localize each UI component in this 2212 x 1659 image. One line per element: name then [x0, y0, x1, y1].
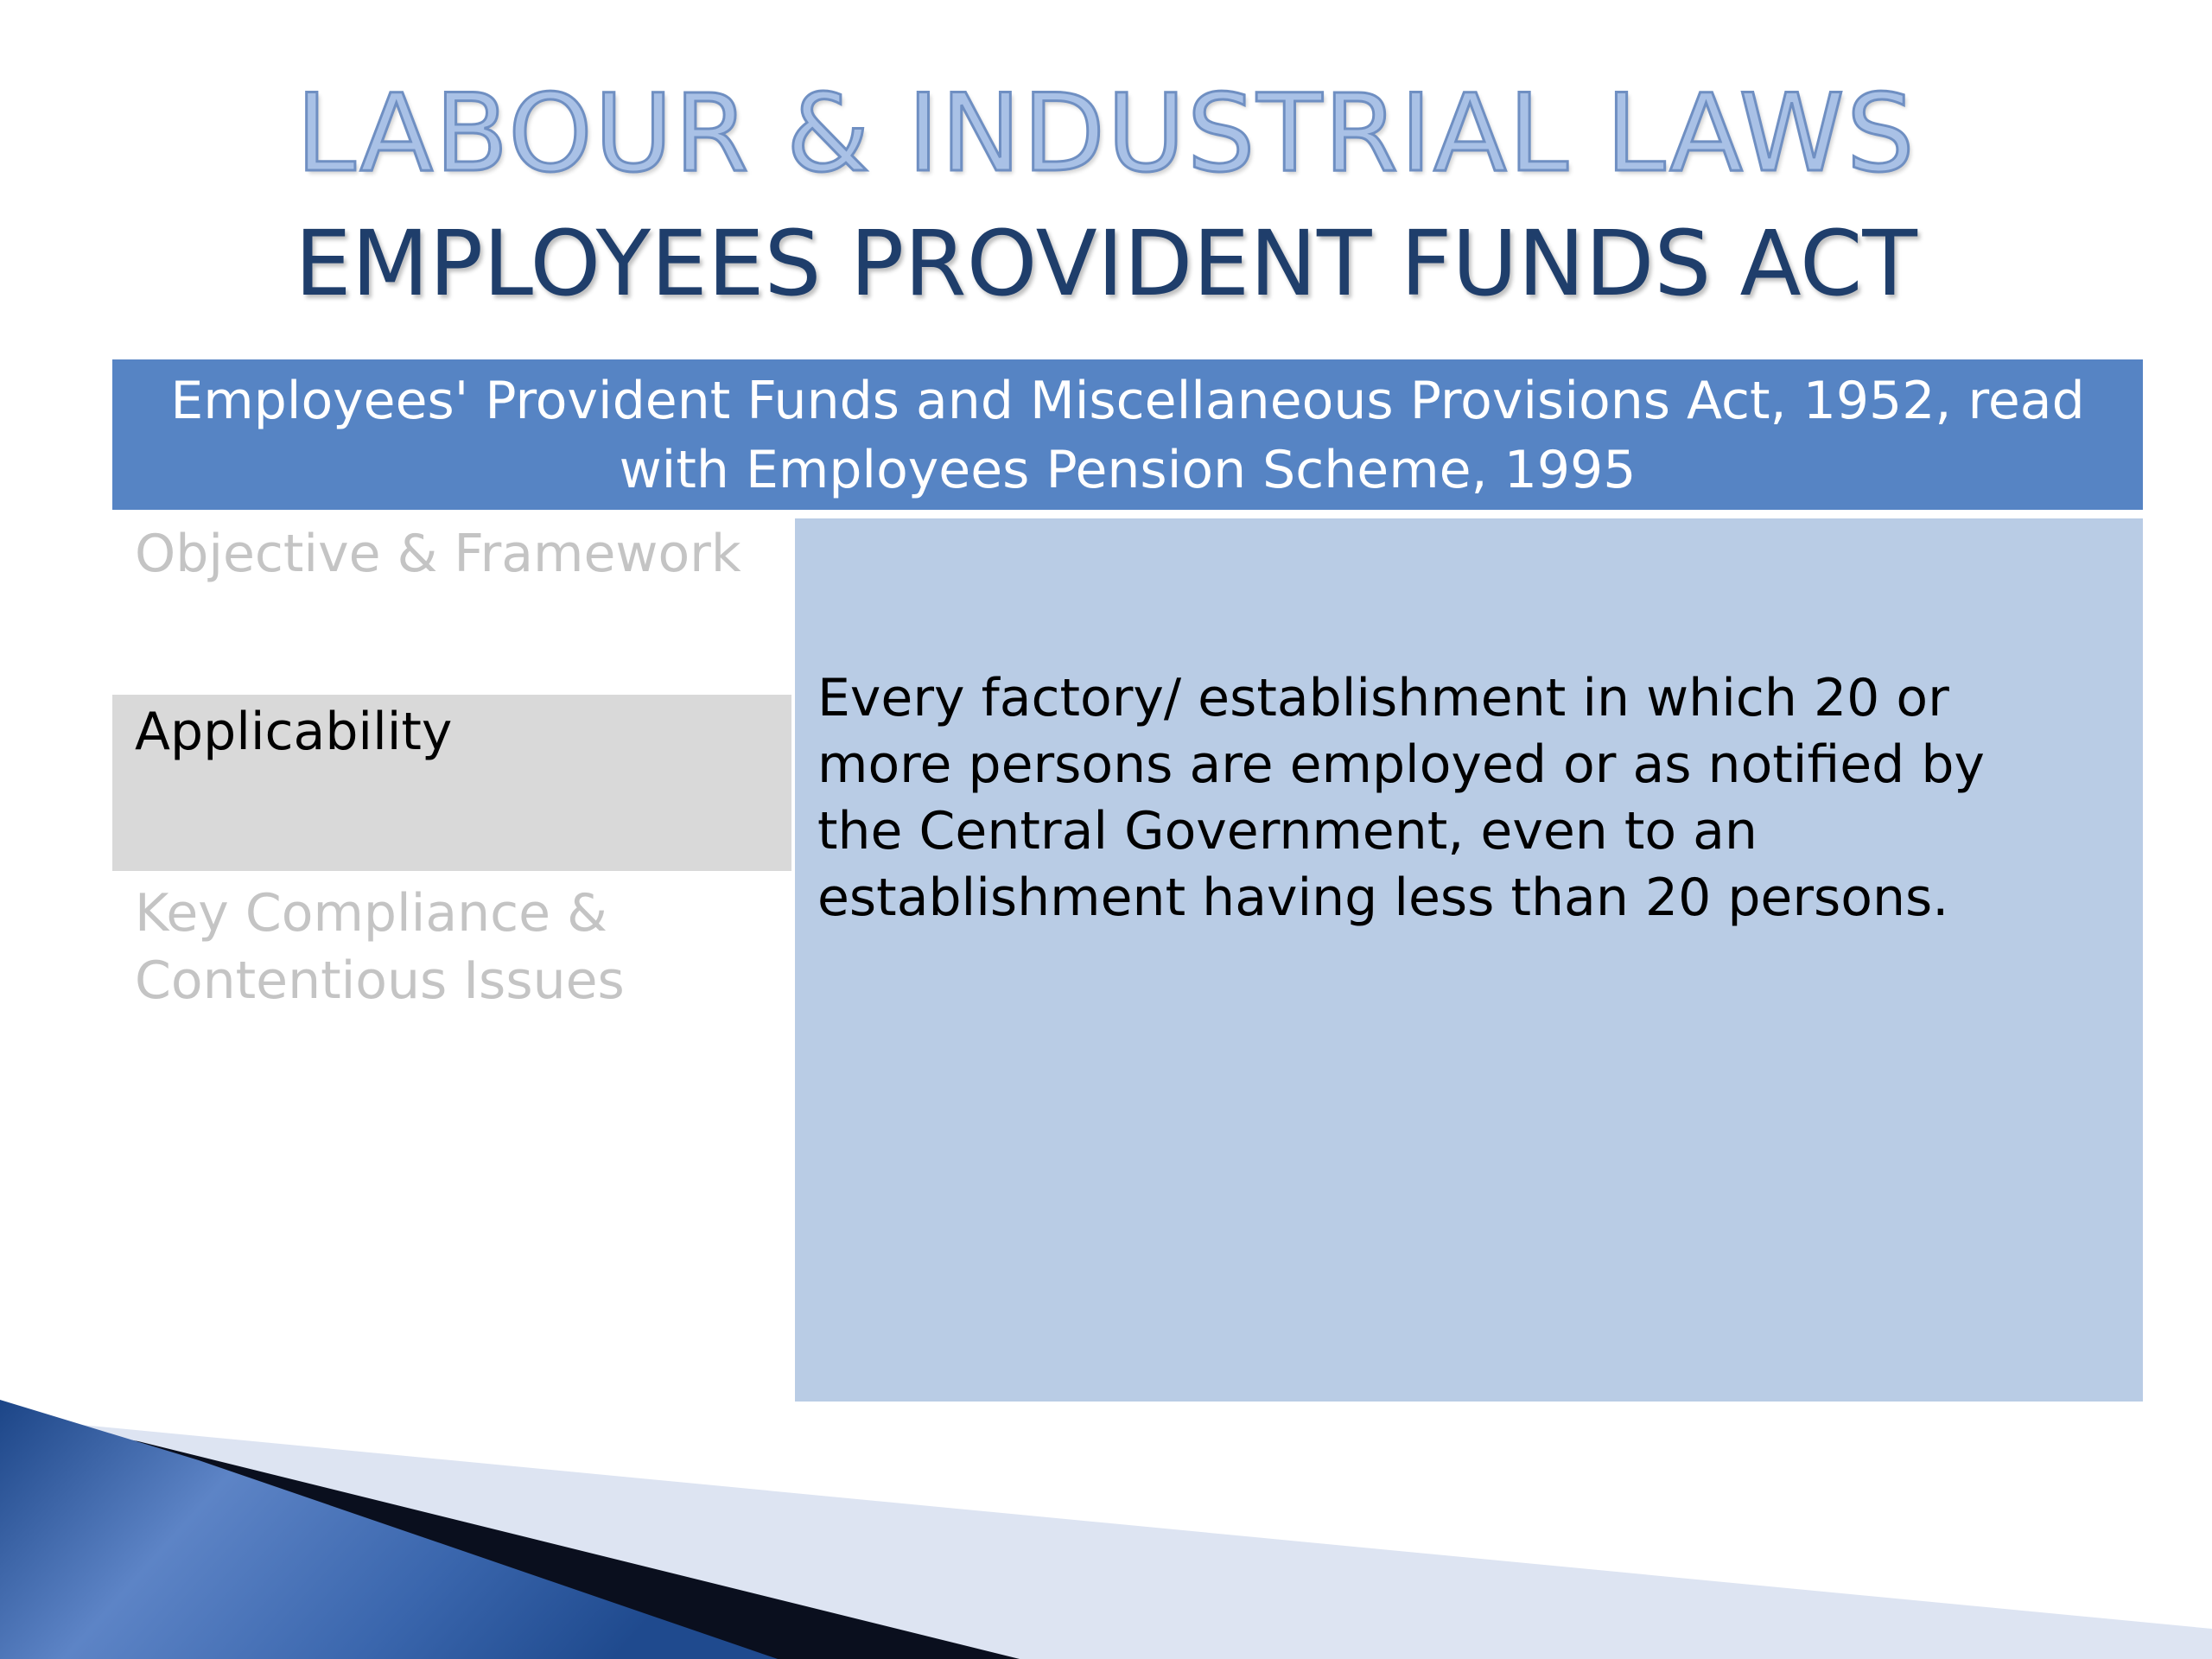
applicability-text-line-1: Every factory/ establishment in which 20 or [817, 668, 1949, 728]
menu-item-applicability-label: Applicability [135, 702, 453, 762]
applicability-text-line-2: more persons are employed or as notified by [817, 734, 1985, 795]
act-header-line-2: with Employees Pension Scheme, 1995 [619, 440, 1637, 500]
menu-item-key-compliance-line-2: Contentious Issues [135, 950, 625, 1011]
slide-subtitle: EMPLOYEES PROVIDENT FUNDS ACT [295, 211, 1917, 316]
applicability-text-line-4: establishment having less than 20 persons. [817, 868, 1949, 928]
applicability-text-line-3: the Central Government, even to an [817, 801, 1758, 861]
act-header-line-1: Employees' Provident Funds and Miscellaneous Provisions Act, 1952, read [170, 371, 2085, 431]
menu-item-key-compliance-line-1: Key Compliance & [135, 883, 607, 944]
menu-item-objective-label: Objective & Framework [135, 524, 741, 584]
slide-title: LABOUR & INDUSTRIAL LAWS [296, 72, 1916, 196]
